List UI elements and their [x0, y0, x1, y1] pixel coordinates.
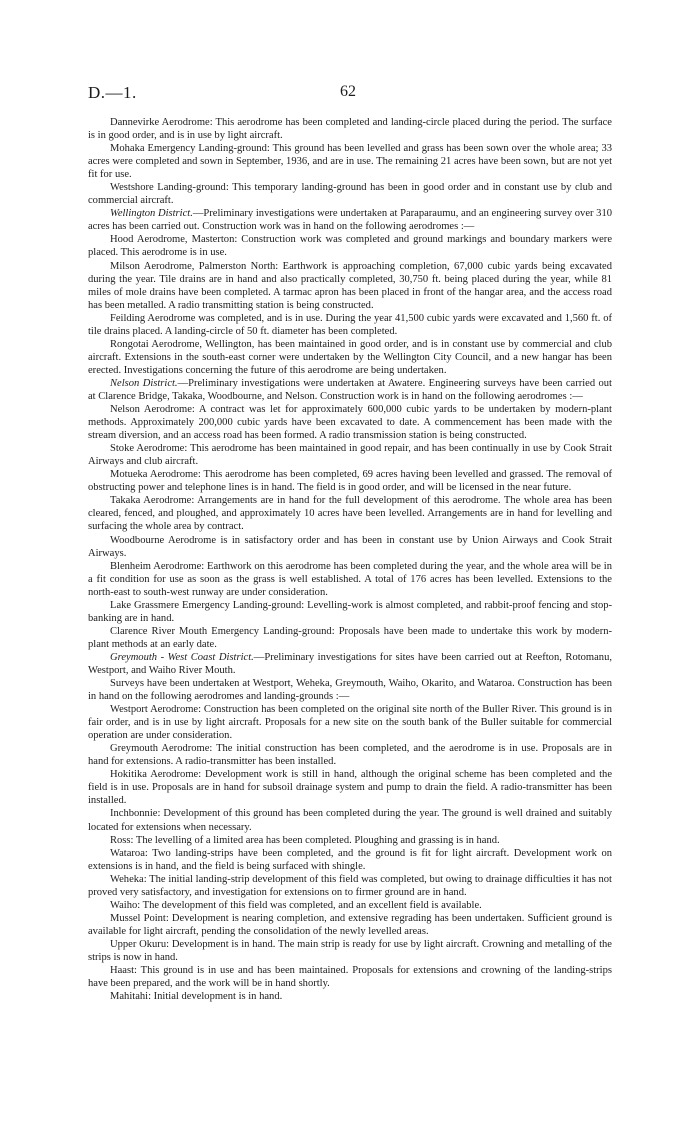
paragraph: Westport Aerodrome: Construction has been completed on the original site north of the Buller River. This ground is in fair order, and is in use by light aircraft. Proposals for a new site on the south bank of the Buller suitable for commercial operation are under consideration.: [88, 704, 612, 742]
paragraph: Stoke Aerodrome: This aerodrome has been maintained in good repair, and has been continually in use by Cook Strait Airways and club aircraft.: [88, 443, 612, 468]
paragraph: Feilding Aerodrome was completed, and is in use. During the year 41,500 cubic yards were excavated and 1,560 ft. of tile drains placed. A landing-circle of 50 ft. diameter has been completed.: [88, 312, 612, 337]
paragraph: Nelson District.—Preliminary investigations were undertaken at Awatere. Engineering surveys have been carried out at Clarence Bridge, Takaka, Woodbourne, and Nelson. Construction work is in hand on the following aerodromes :—: [88, 377, 612, 402]
paragraph: Mahitahi: Initial development is in hand.: [110, 991, 283, 1003]
paragraph: Wataroa: Two landing-strips have been completed, and the ground is fit for light aircraft. Development work on extensions is in hand, and the field is being surfaced with shingle.: [88, 847, 612, 872]
paragraph: Woodbourne Aerodrome is in satisfactory order and has been in constant use by Union Airways and Cook Strait Airways.: [88, 534, 612, 559]
district-heading: Wellington District.: [110, 208, 193, 220]
paragraph: Waiho: The development of this field was completed, and an excellent field is available.: [110, 899, 482, 911]
paragraph: Ross: The levelling of a limited area has been completed. Ploughing and grassing is in hand.: [110, 834, 500, 846]
paragraph: Motueka Aerodrome: This aerodrome has been completed, 69 acres having been levelled and grassed. The removal of obstructing power and telephone lines is in hand. The field is in good order, and will be licensed in the near future.: [88, 469, 612, 494]
paragraph: Lake Grassmere Emergency Landing-ground: Levelling-work is almost completed, and rabbit-proof fencing and stop-banking are in hand.: [88, 599, 612, 624]
paragraph: Hood Aerodrome, Masterton: Construction work was completed and ground markings and boundary markers were placed. This aerodrome is in use.: [88, 234, 612, 259]
district-heading: Greymouth - West Coast District.: [110, 651, 254, 663]
paragraph: Westshore Landing-ground: This temporary landing-ground has been in good order and in constant use by club and commercial aircraft.: [88, 182, 612, 207]
paragraph: Weheka: The initial landing-strip development of this field was completed, but owing to drainage difficulties it has not proved very satisfactory, and investigation for extensions on to firmer ground are in hand.: [88, 873, 612, 898]
paragraph: Haast: This ground is in use and has been maintained. Proposals for extensions and crowning of the landing-strips have been prepared, and the work will be in hand shortly.: [88, 965, 612, 990]
paragraph: Mussel Point: Development is nearing completion, and extensive regrading has been undertaken. Sufficient ground is available for light aircraft, pending the consolidation of the newly levelled areas.: [88, 912, 612, 937]
paragraph: Hokitika Aerodrome: Development work is still in hand, although the original scheme has been completed and the field is in use. Proposals are in hand for subsoil drainage system and pump to drain the field. A radio-transmitter has been installed.: [88, 769, 612, 807]
paragraph: Greymouth Aerodrome: The initial construction has been completed, and the aerodrome is in use. Proposals are in hand for extensions. A radio-transmitter has been installed.: [88, 743, 612, 768]
page-number: 62: [340, 83, 356, 100]
paragraph: Surveys have been undertaken at Westport, Weheka, Greymouth, Waiho, Okarito, and Wataroa. Construction has been in hand on the following aerodromes and landing-grounds :—: [88, 678, 612, 703]
body-text: [88, 116, 612, 1003]
paragraph: Mohaka Emergency Landing-ground: This ground has been levelled and grass has been sown over the whole area; 33 acres were completed and sown in September, 1936, and are in use. The remaining 21 acres have been sown, but are not yet fit for use.: [88, 143, 612, 181]
paragraph: Rongotai Aerodrome, Wellington, has been maintained in good order, and is in constant use by commercial and club aircraft. Extensions in the south-east corner were undertaken by the Wellington City Council, and a new hangar has been erected. Investigations concerning the future of this aerodrome are being undertaken.: [88, 338, 612, 376]
paragraph: Clarence River Mouth Emergency Landing-ground: Proposals have been made to undertake this work by modern-plant methods at an early date.: [88, 625, 612, 650]
district-heading: Nelson District.: [110, 377, 178, 389]
page-header: [88, 83, 613, 105]
paragraph: Inchbonnie: Development of this ground has been completed during the year. The ground is well drained and suitably located for extensions when necessary.: [88, 808, 612, 833]
paragraph: Dannevirke Aerodrome: This aerodrome has been completed and landing-circle placed during the period. The surface is in good order, and is in use by light aircraft.: [88, 117, 612, 142]
paragraph: Milson Aerodrome, Palmerston North: Earthwork is approaching completion, 67,000 cubic yards being excavated during the year. Tile drains are in hand and also practically completed, 30,750 ft. being placed during the year, while 81 miles of mole drains have been completed. A tarmac apron has been placed in front of the hangar area, and the access road has been metalled. A radio transmitting station is being constructed.: [88, 260, 612, 311]
paragraph: Nelson Aerodrome: A contract was let for approximately 600,000 cubic yards to be undertaken by modern-plant methods. Approximately 200,000 cubic yards have been excavated to date. A commencement has been made with the stream diversion, and an access road has been formed. A radio transmission station is being constructed.: [88, 404, 612, 442]
paragraph: Takaka Aerodrome: Arrangements are in hand for the full development of this aerodrome. The whole area has been cleared, fenced, and ploughed, and approximately 10 acres have been levelled. Arrangements are in hand for levelling and surfacing the whole area by contract.: [88, 495, 612, 533]
paragraph: Greymouth - West Coast District.—Preliminary investigations for sites have been carried out at Reefton, Rotomanu, Westport, and Waiho River Mouth.: [88, 651, 612, 676]
document-reference: D.—1.: [88, 83, 137, 102]
paragraph: Upper Okuru: Development is in hand. The main strip is ready for use by light aircraft. Crowning and metalling of the strips is now in hand.: [88, 938, 612, 963]
paragraph: Blenheim Aerodrome: Earthwork on this aerodrome has been completed during the year, and the whole area will be in a fit condition for use as soon as the grass is well established. A total of 176 acres has been levelled. Extensions to the north-east to south-west runway are under consideration.: [88, 560, 612, 598]
paragraph: Wellington District.—Preliminary investigations were undertaken at Paraparaumu, and an engineering survey over 310 acres has been carried out. Construction work was in hand on the following aerodromes :—: [88, 208, 612, 233]
